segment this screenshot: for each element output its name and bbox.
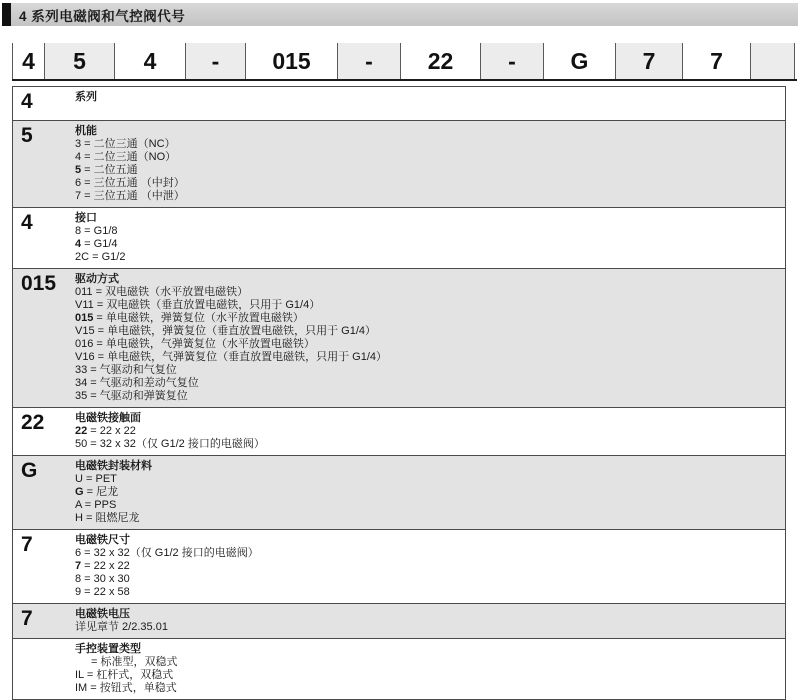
option-desc: 三位五通 （中泄） xyxy=(93,190,185,202)
option-value: 8 xyxy=(75,225,82,237)
section-code: 015 xyxy=(21,272,57,295)
option-desc: 二位五通 xyxy=(93,164,138,176)
section-row xyxy=(13,208,785,269)
option-line: 6 = 三位五通 （中封） xyxy=(75,177,185,189)
section-row xyxy=(13,121,785,208)
section-row xyxy=(13,530,785,604)
option-value: 4 xyxy=(75,151,82,163)
option-value: 50 xyxy=(75,438,88,450)
code-cell: G xyxy=(543,43,615,79)
section-body xyxy=(75,87,785,120)
section-title: 系列 xyxy=(75,91,97,103)
option-line: 016 = 单电磁铁，气弹簧复位（水平放置电磁铁） xyxy=(75,338,315,350)
page-header xyxy=(2,3,798,26)
option-line: V16 = 单电磁铁，气弹簧复位（垂直放置电磁铁，只用于 G1/4） xyxy=(75,351,388,363)
option-value: 6 xyxy=(75,547,82,559)
code-cell: 4 xyxy=(12,43,44,79)
option-line: 9 = 22 x 58 xyxy=(75,586,130,598)
option-desc: 单电磁铁，弹簧复位（水平放置电磁铁） xyxy=(105,312,304,324)
option-line: 5 = 二位五通 xyxy=(75,164,138,176)
option-line: 015 = 单电磁铁，弹簧复位（水平放置电磁铁） xyxy=(75,312,304,324)
section-title: 电磁铁接触面 xyxy=(75,412,141,424)
section-code: G xyxy=(21,459,38,482)
section-row xyxy=(13,408,785,456)
option-line: A = PPS xyxy=(75,499,117,511)
option-desc: 标准型，双稳式 xyxy=(100,656,178,668)
option-desc: PPS xyxy=(94,499,117,511)
option-desc: 22 x 22 xyxy=(93,560,130,572)
option-line: 4 = G1/4 xyxy=(75,238,118,250)
option-value: 33 xyxy=(75,364,88,376)
option-desc: 双电磁铁（水平放置电磁铁） xyxy=(105,286,249,298)
option-desc: 22 x 58 xyxy=(93,586,130,598)
section-row xyxy=(13,269,785,408)
code-cell: 7 xyxy=(682,43,750,79)
option-desc: 尼龙 xyxy=(96,486,119,498)
option-line: 33 = 气驱动和气复位 xyxy=(75,364,177,376)
code-cell: 5 xyxy=(44,43,114,79)
section-body xyxy=(75,269,785,407)
option-desc: 三位五通 （中封） xyxy=(93,177,185,189)
option-value: 4 xyxy=(75,238,82,250)
option-line: 2C = G1/2 xyxy=(75,251,126,263)
option-line: 011 = 双电磁铁（水平放置电磁铁） xyxy=(75,286,249,298)
option-value: 34 xyxy=(75,377,88,389)
option-value: 2C xyxy=(75,251,90,263)
section-body xyxy=(75,530,785,603)
option-value: A xyxy=(75,499,82,511)
section-title: 电磁铁电压 xyxy=(75,608,130,620)
option-line: 8 = 30 x 30 xyxy=(75,573,130,585)
catalog-page xyxy=(0,3,800,700)
section-code: 5 xyxy=(21,124,33,147)
option-value: 7 xyxy=(75,560,82,572)
option-line: 34 = 气驱动和差动气复位 xyxy=(75,377,199,389)
option-desc: PET xyxy=(95,473,117,485)
section-code: 7 xyxy=(21,533,33,556)
section-row xyxy=(13,456,785,530)
option-line: = 标准型，双稳式 xyxy=(88,656,178,668)
option-value: 9 xyxy=(75,586,82,598)
code-cell: - xyxy=(337,43,400,79)
option-desc: 气驱动和弹簧复位 xyxy=(99,390,188,402)
option-desc: 二位三通（NO） xyxy=(93,151,177,163)
option-desc: 按钮式，单稳式 xyxy=(99,682,177,694)
page-title: 4 系列电磁阀和气控阀代号 xyxy=(19,8,186,24)
sections-table xyxy=(12,86,786,700)
option-desc: 阻燃尼龙 xyxy=(95,512,140,524)
section-row xyxy=(13,604,785,639)
code-cell: - xyxy=(185,43,245,79)
option-line: U = PET xyxy=(75,473,117,485)
section-row xyxy=(13,87,785,121)
option-line: IM = 按钮式，单稳式 xyxy=(75,682,177,694)
option-desc: 32 x 32（仅 G1/2 接口的电磁阀） xyxy=(99,438,265,450)
section-code xyxy=(13,639,75,699)
option-line: V15 = 单电磁铁，弹簧复位（垂直放置电磁铁，只用于 G1/4） xyxy=(75,325,377,337)
section-title: 驱动方式 xyxy=(75,273,119,285)
code-cell: 015 xyxy=(245,43,337,79)
header-accent-bar xyxy=(2,3,11,26)
option-value: 7 xyxy=(75,190,82,202)
option-line: 7 = 三位五通 （中泄） xyxy=(75,190,185,202)
option-value: V11 xyxy=(75,299,94,311)
option-desc: G1/8 xyxy=(93,225,118,237)
section-body xyxy=(75,408,785,455)
option-desc: 气驱动和差动气复位 xyxy=(99,377,199,389)
section-note: 详见章节 2/2.35.01 xyxy=(75,621,168,633)
option-desc: 单电磁铁，弹簧复位（垂直放置电磁铁，只用于 G1/4） xyxy=(107,325,377,337)
option-desc: G1/2 xyxy=(101,251,126,263)
option-value: 35 xyxy=(75,390,88,402)
section-body xyxy=(75,604,785,638)
option-line: IL = 杠杆式，双稳式 xyxy=(75,669,174,681)
section-code: 7 xyxy=(21,607,33,630)
option-desc: 22 x 22 xyxy=(99,425,136,437)
option-desc: 30 x 30 xyxy=(93,573,130,585)
option-value: 22 xyxy=(75,425,88,437)
section-code: 22 xyxy=(21,411,45,434)
option-line: H = 阻燃尼龙 xyxy=(75,512,140,524)
option-desc: 杠杆式，双稳式 xyxy=(96,669,174,681)
section-code: 4 xyxy=(21,90,33,113)
option-value: 016 xyxy=(75,338,94,350)
section-body xyxy=(75,208,785,268)
section-body xyxy=(75,121,785,207)
section-title: 接口 xyxy=(75,212,97,224)
option-value: 6 xyxy=(75,177,82,189)
option-value: U xyxy=(75,473,83,485)
option-desc: G1/4 xyxy=(93,238,118,250)
option-desc: 单电磁铁，气弹簧复位（垂直放置电磁铁，只用于 G1/4） xyxy=(107,351,388,363)
option-value: 015 xyxy=(75,312,94,324)
section-body xyxy=(75,639,785,699)
code-cell: - xyxy=(480,43,543,79)
option-line: G = 尼龙 xyxy=(75,486,119,498)
code-cell xyxy=(750,43,795,79)
option-value: V15 xyxy=(75,325,95,337)
option-value: IL xyxy=(75,669,84,681)
code-cell: 22 xyxy=(400,43,480,79)
option-desc: 气驱动和气复位 xyxy=(99,364,177,376)
section-title: 电磁铁尺寸 xyxy=(75,534,130,546)
option-line: 4 = 二位三通（NO） xyxy=(75,151,177,163)
option-line: 50 = 32 x 32（仅 G1/2 接口的电磁阀） xyxy=(75,438,265,450)
option-desc: 单电磁铁，气弹簧复位（水平放置电磁铁） xyxy=(105,338,315,350)
option-value: IM xyxy=(75,682,88,694)
option-value: 3 xyxy=(75,138,82,150)
option-value: V16 xyxy=(75,351,95,363)
code-cell: 7 xyxy=(615,43,682,79)
option-value: H xyxy=(75,512,83,524)
option-line: 8 = G1/8 xyxy=(75,225,118,237)
option-value: 8 xyxy=(75,573,82,585)
section-row xyxy=(13,639,785,699)
option-line: 22 = 22 x 22 xyxy=(75,425,136,437)
option-value: 5 xyxy=(75,164,82,176)
section-title: 机能 xyxy=(75,125,97,137)
option-line: 7 = 22 x 22 xyxy=(75,560,130,572)
section-body xyxy=(75,456,785,529)
section-title: 电磁铁封装材料 xyxy=(75,460,152,472)
code-cell: 4 xyxy=(114,43,185,79)
option-line: 3 = 二位三通（NC） xyxy=(75,138,176,150)
code-row xyxy=(12,43,797,81)
option-line: V11 = 双电磁铁（垂直放置电磁铁，只用于 G1/4） xyxy=(75,299,321,311)
option-line: 35 = 气驱动和弹簧复位 xyxy=(75,390,188,402)
option-desc: 32 x 32（仅 G1/2 接口的电磁阀） xyxy=(93,547,259,559)
section-code: 4 xyxy=(21,211,33,234)
option-value: 011 xyxy=(75,286,93,298)
option-desc: 二位三通（NC） xyxy=(93,138,176,150)
option-line: 6 = 32 x 32（仅 G1/2 接口的电磁阀） xyxy=(75,547,259,559)
option-value: G xyxy=(75,486,84,498)
option-desc: 双电磁铁（垂直放置电磁铁，只用于 G1/4） xyxy=(106,299,321,311)
section-title: 手控装置类型 xyxy=(75,643,141,655)
